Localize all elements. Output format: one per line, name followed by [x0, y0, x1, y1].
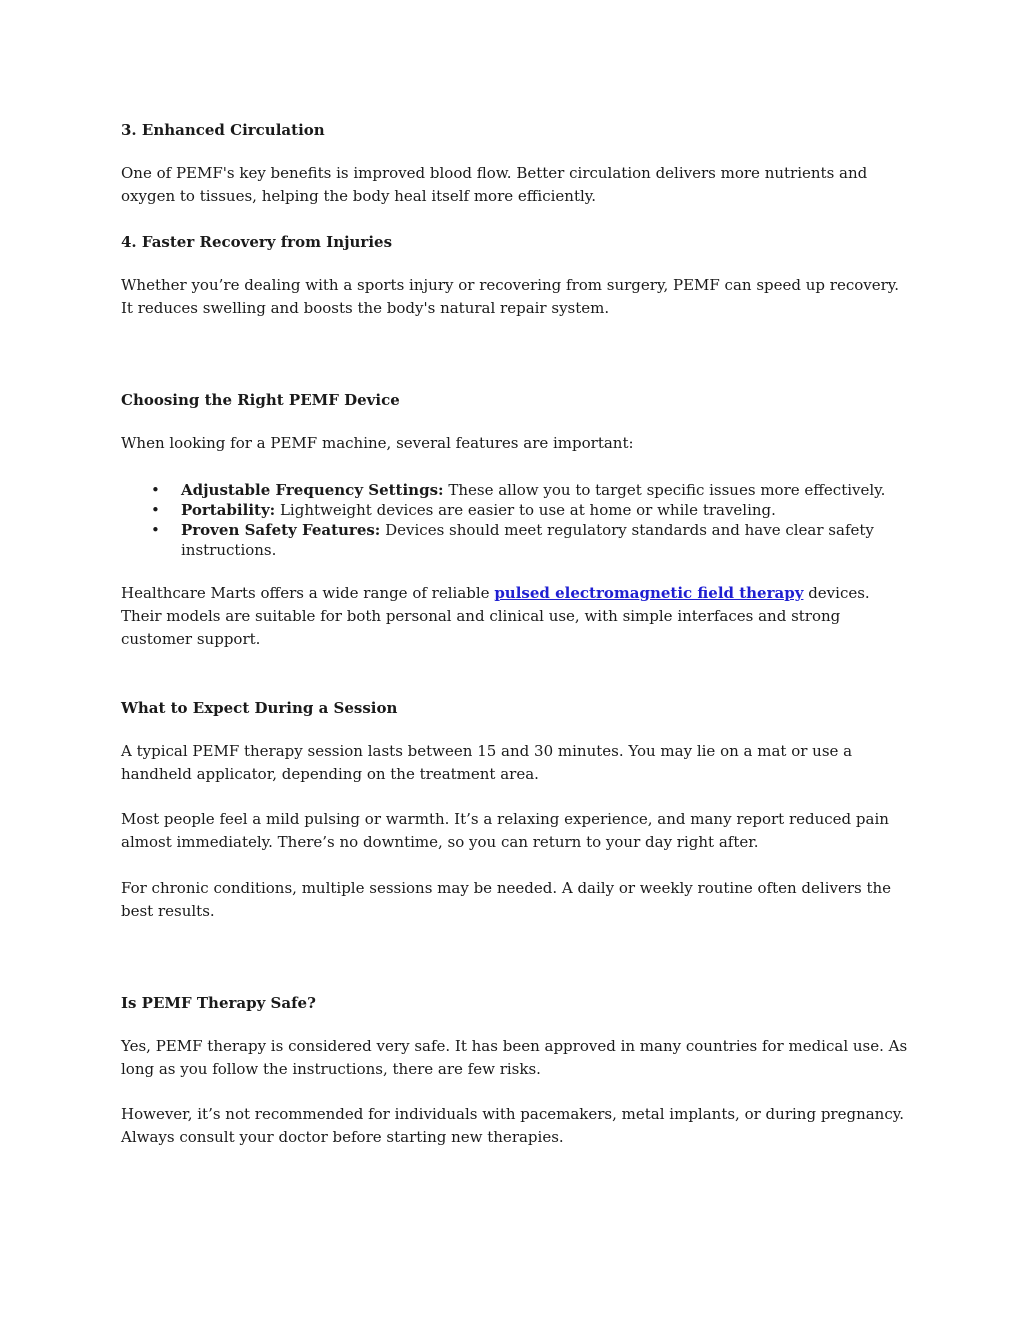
pulsed-therapy-link[interactable]: pulsed electromagnetic field therapy: [494, 584, 804, 602]
heading-choosing-device: Choosing the Right PEMF Device: [121, 391, 400, 409]
heading-enhanced-circulation: 3. Enhanced Circulation: [121, 121, 325, 139]
features-list: [121, 480, 911, 560]
heading-faster-recovery: 4. Faster Recovery from Injuries: [121, 233, 393, 251]
list-item: [121, 500, 911, 520]
heading-session: What to Expect During a Session: [121, 699, 398, 717]
paragraph-safety-2: However, it’s not recommended for individuals with pacemakers, metal implants, or during pregnancy. Always consult your doctor before starting new therapies.: [121, 1105, 904, 1146]
paragraph-recovery: Whether you’re dealing with a sports injury or recovering from surgery, PEMF can speed up recovery. It reduces swelling and boosts the body's natural repair system.: [121, 276, 900, 317]
paragraph-text-before: Healthcare Marts offers a wide range of reliable: [121, 584, 495, 602]
paragraph-text-after: devices. Their models are suitable for both personal and clinical use, with simple interfaces and strong customer support.: [121, 584, 870, 648]
list-item-label: Portability:: [181, 501, 276, 519]
list-item: [121, 520, 911, 560]
paragraph-session-1: A typical PEMF therapy session lasts between 15 and 30 minutes. You may lie on a mat or use a handheld applicator, depending on the treatment area.: [121, 742, 853, 783]
paragraph-session-2: Most people feel a mild pulsing or warmth. It’s a relaxing experience, and many report reduced pain almost immediately. There’s no downtime, so you can return to your day right after.: [121, 810, 889, 851]
list-item-label: Adjustable Frequency Settings:: [181, 481, 444, 499]
list-item-text: These allow you to target specific issues more effectively.: [443, 481, 886, 499]
paragraph-safety-1: Yes, PEMF therapy is considered very safe. It has been approved in many countries for medical use. As long as you follow the instructions, there are few risks.: [121, 1037, 908, 1078]
paragraph-circulation: One of PEMF's key benefits is improved blood flow. Better circulation delivers more nutrients and oxygen to tissues, helping the body heal itself more efficiently.: [121, 164, 868, 205]
paragraph-session-3: For chronic conditions, multiple sessions may be needed. A daily or weekly routine often delivers the best results.: [121, 879, 892, 920]
bullet-icon: •: [151, 501, 160, 519]
paragraph-choosing-intro: When looking for a PEMF machine, several features are important:: [121, 434, 634, 452]
paragraph-healthcare-marts: [121, 582, 911, 651]
list-item: [121, 480, 911, 500]
bullet-icon: •: [151, 521, 160, 539]
list-item-text: Devices should meet regulatory standards and have clear safety instructions.: [181, 521, 874, 559]
list-item-label: Proven Safety Features:: [181, 521, 381, 539]
bullet-icon: •: [151, 481, 160, 499]
list-item-text: Lightweight devices are easier to use at home or while traveling.: [275, 501, 776, 519]
heading-safety: Is PEMF Therapy Safe?: [121, 994, 316, 1012]
